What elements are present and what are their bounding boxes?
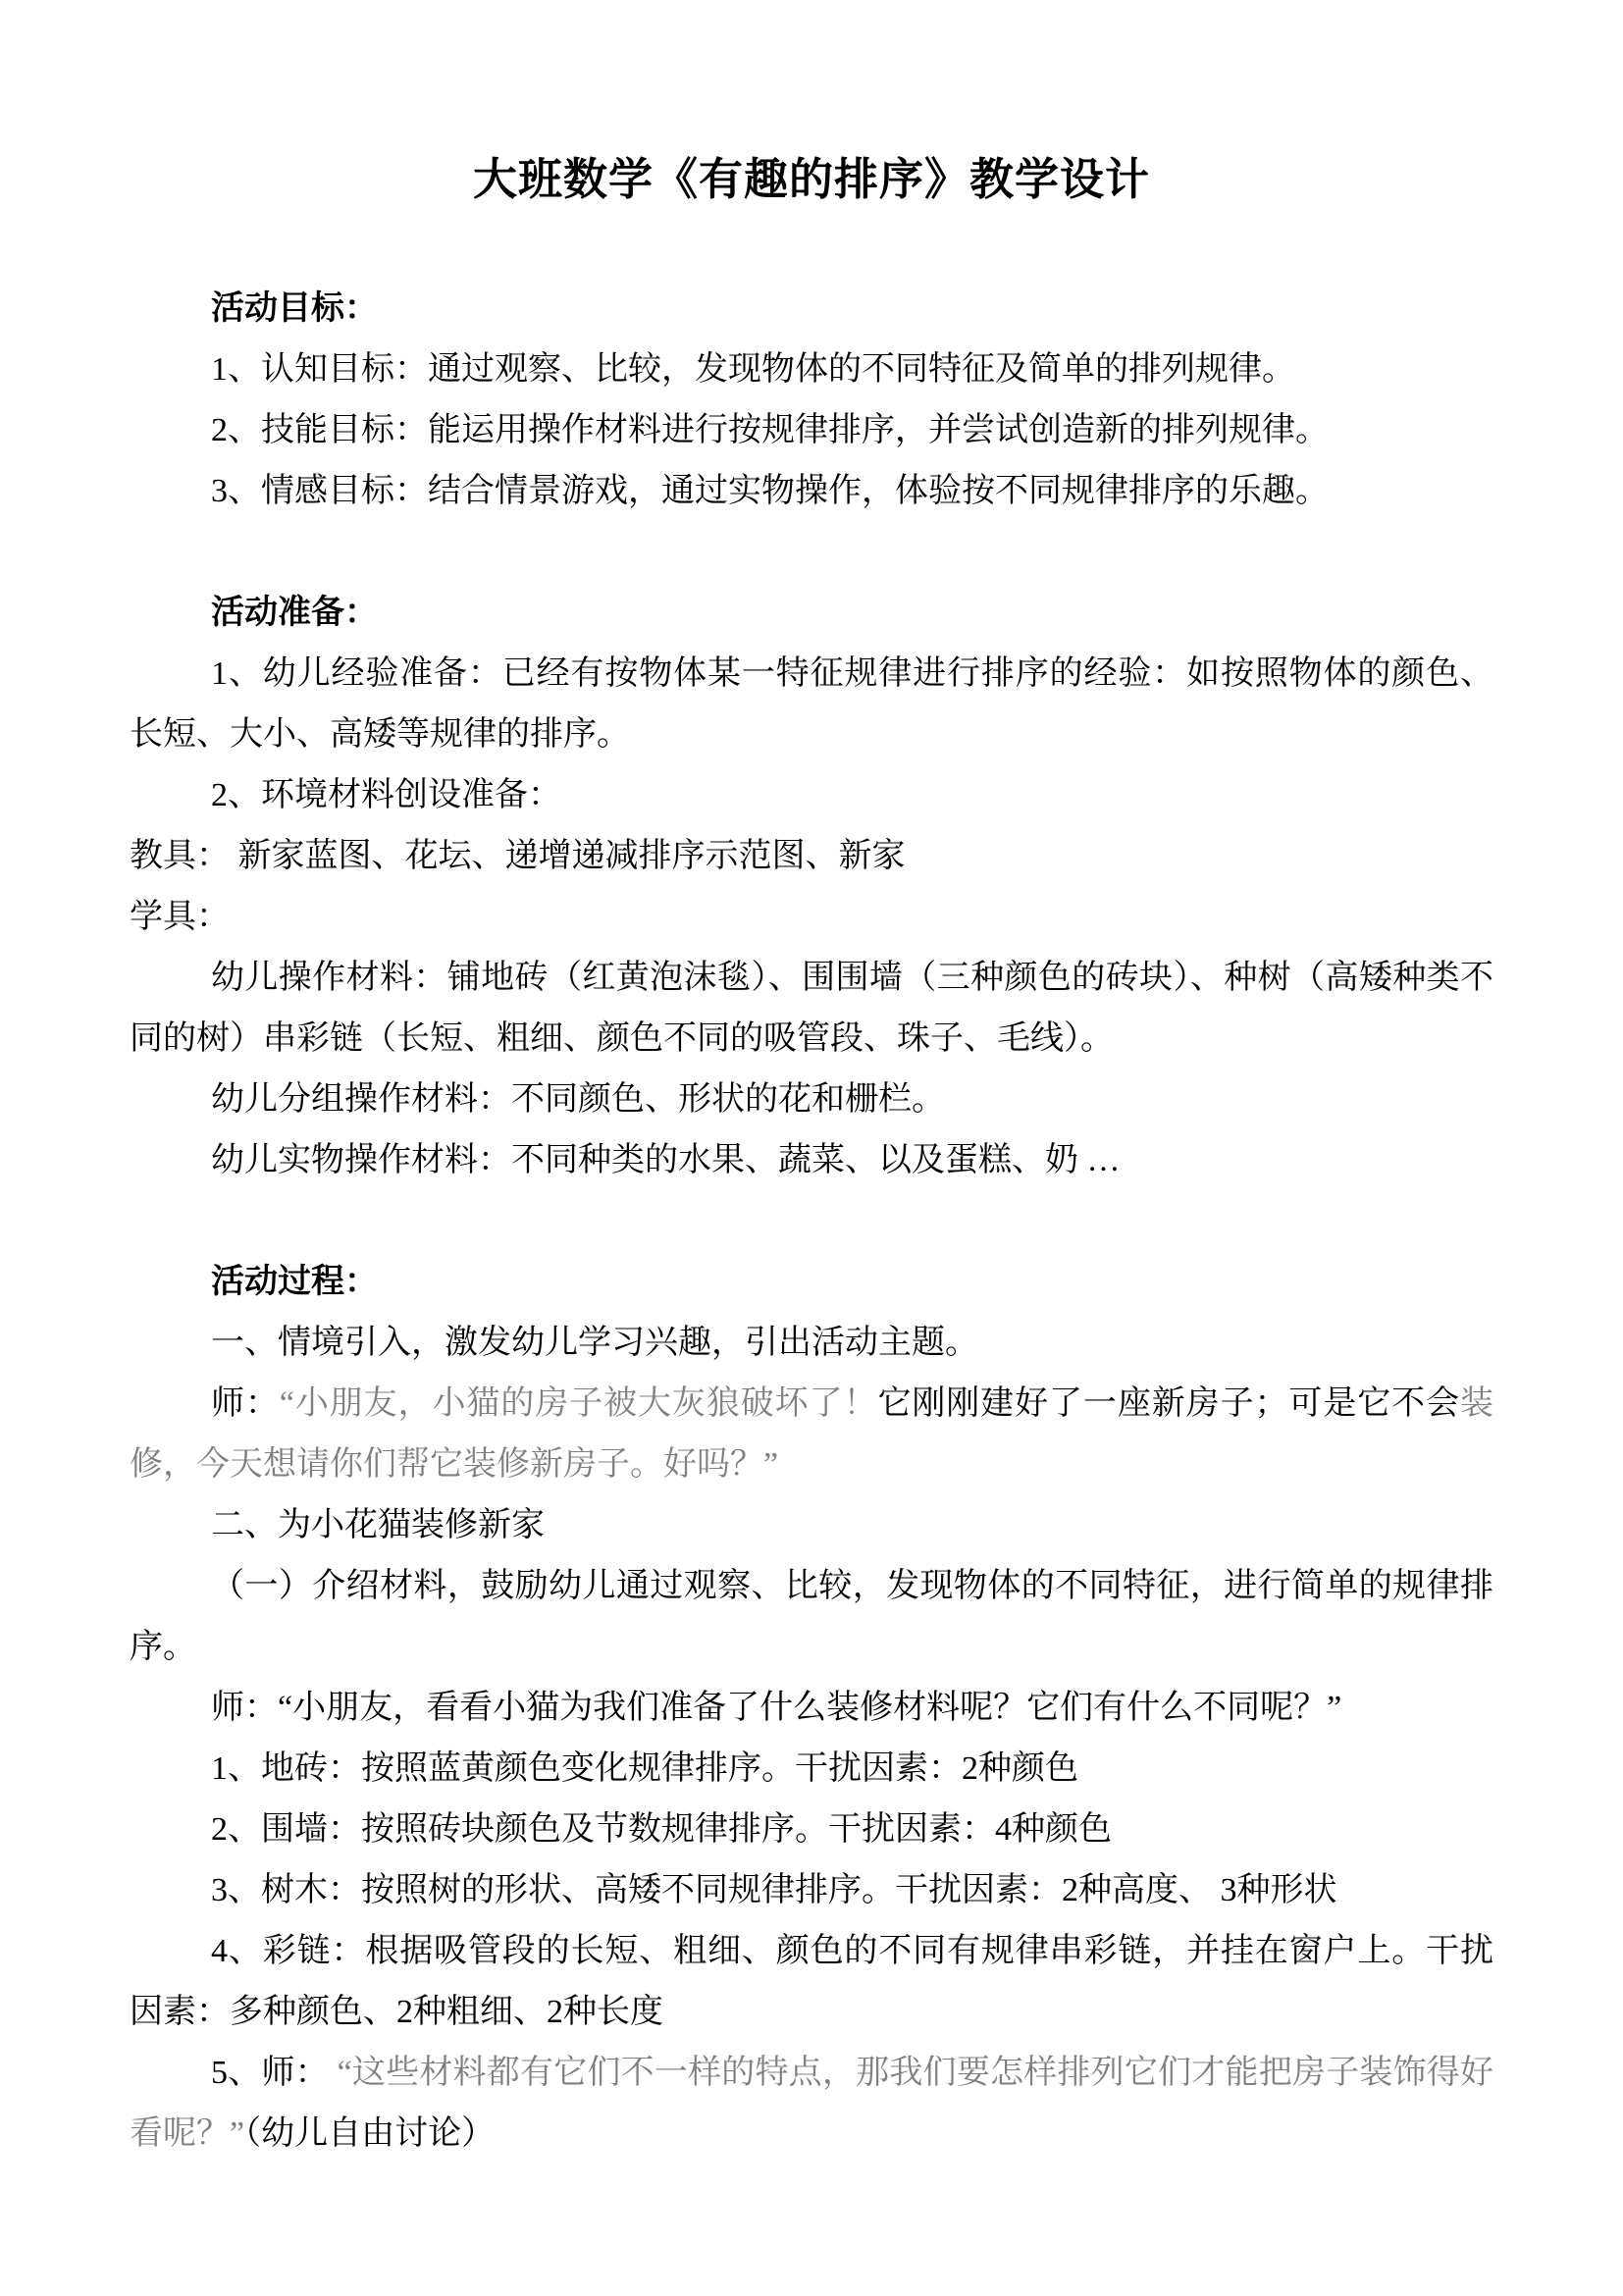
paragraph bbox=[130, 948, 1493, 1070]
paragraph bbox=[130, 1070, 1493, 1130]
text-segment: 1、幼儿经验准备：已经有按物体某一特征规律进行排序的经验：如按照物体的颜色、长短、大小、高矮等规律的排序。 bbox=[130, 655, 1493, 753]
text-segment: （幼儿自由讨论） bbox=[244, 2115, 496, 2152]
text-segment: 1、认知目标：通过观察、比较，发现物体的不同特征及简单的排列规律。 bbox=[211, 351, 1295, 388]
text-segment: 幼儿操作材料：铺地砖（红黄泡沫毯）、围围墙（三种颜色的砖块）、种树（高矮种类不同的树）串彩链（长短、粗细、颜色不同的吸管段、珠子、毛线）。 bbox=[130, 960, 1493, 1057]
text-segment: （一）介绍材料，鼓励幼儿通过观察、比较，发现物体的不同特征，进行简单的规律排序。 bbox=[130, 1568, 1493, 1665]
blank-line bbox=[130, 522, 1493, 583]
paragraph bbox=[130, 1556, 1493, 1678]
paragraph bbox=[130, 887, 1493, 948]
paragraph bbox=[130, 1739, 1493, 1800]
section-heading bbox=[130, 583, 1493, 644]
paragraph bbox=[130, 1130, 1493, 1191]
text-segment: 4、彩链：根据吸管段的长短、粗细、颜色的不同有规律串彩链，并挂在窗户上。干扰因素：多种颜色、2种粗细、2种长度 bbox=[130, 1933, 1493, 2030]
paragraph bbox=[130, 1678, 1493, 1739]
paragraph bbox=[130, 461, 1493, 522]
section-heading bbox=[130, 279, 1493, 339]
paragraph bbox=[130, 2043, 1493, 2165]
paragraph bbox=[130, 644, 1493, 765]
text-segment: 5、师： bbox=[211, 2055, 338, 2091]
paragraph bbox=[130, 1921, 1493, 2043]
paragraph bbox=[130, 1495, 1493, 1556]
document-title: 大班数学《有趣的排序》教学设计 bbox=[472, 155, 1150, 204]
text-segment: 一、情境引入，激发幼儿学习兴趣，引出活动主题。 bbox=[211, 1325, 978, 1361]
text-segment: 幼儿分组操作材料：不同颜色、形状的花和栅栏。 bbox=[211, 1081, 945, 1118]
paragraph bbox=[130, 765, 1493, 826]
paragraph bbox=[130, 339, 1493, 400]
paragraph bbox=[130, 1374, 1493, 1495]
text-segment: 3、情感目标：结合情景游戏，通过实物操作，体验按不同规律排序的乐趣。 bbox=[211, 473, 1329, 509]
text-segment: 2、围墙：按照砖块颜色及节数规律排序。干扰因素：4种颜色 bbox=[211, 1811, 1112, 1848]
section-heading bbox=[130, 1252, 1493, 1313]
paragraph bbox=[130, 826, 1493, 887]
quote-text-segment: “这些材料都有它们不一样的特点，那我们要怎样排列它们才能把房子装饰得好看呢？” bbox=[130, 2055, 1493, 2152]
text-segment: 活动目标： bbox=[211, 290, 378, 327]
text-segment: 2、技能目标：能运用操作材料进行按规律排序，并尝试创造新的排列规律。 bbox=[211, 412, 1329, 448]
text-segment: 2、环境材料创设准备： bbox=[211, 777, 561, 813]
text-segment: 3、树木：按照树的形状、高矮不同规律排序。干扰因素：2种高度、 3种形状 bbox=[211, 1872, 1337, 1908]
blank-line bbox=[130, 1191, 1493, 1252]
text-segment: 它刚刚建好了一座新房子；可是它不会 bbox=[877, 1385, 1461, 1422]
document-body bbox=[130, 279, 1493, 2165]
quote-text-segment: “小朋友，小猫的房子被大灰狼破坏了！ bbox=[279, 1385, 878, 1422]
text-segment: 学具： bbox=[130, 899, 230, 935]
paragraph bbox=[130, 1860, 1493, 1921]
text-segment: 师： bbox=[211, 1385, 280, 1422]
text-segment: 活动过程： bbox=[211, 1264, 378, 1300]
paragraph bbox=[130, 1800, 1493, 1860]
quote-text-segment: 装修，今天想请你们帮它装修新房子。好吗？” bbox=[130, 1385, 1494, 1483]
text-segment: 幼儿实物操作材料：不同种类的水果、蔬菜、以及蛋糕、奶 … bbox=[211, 1142, 1121, 1178]
paragraph bbox=[130, 400, 1493, 461]
text-segment: 1、地砖：按照蓝黄颜色变化规律排序。干扰因素：2种颜色 bbox=[211, 1750, 1078, 1787]
paragraph bbox=[130, 1313, 1493, 1374]
text-segment: 活动准备： bbox=[211, 595, 378, 631]
text-segment: 二、为小花猫装修新家 bbox=[211, 1507, 545, 1543]
text-segment: 教具： 新家蓝图、花坛、递增递减排序示范图、新家 bbox=[130, 838, 906, 874]
text-segment: 师：“小朋友，看看小猫为我们准备了什么装修材料呢？它们有什么不同呢？” bbox=[211, 1690, 1342, 1726]
